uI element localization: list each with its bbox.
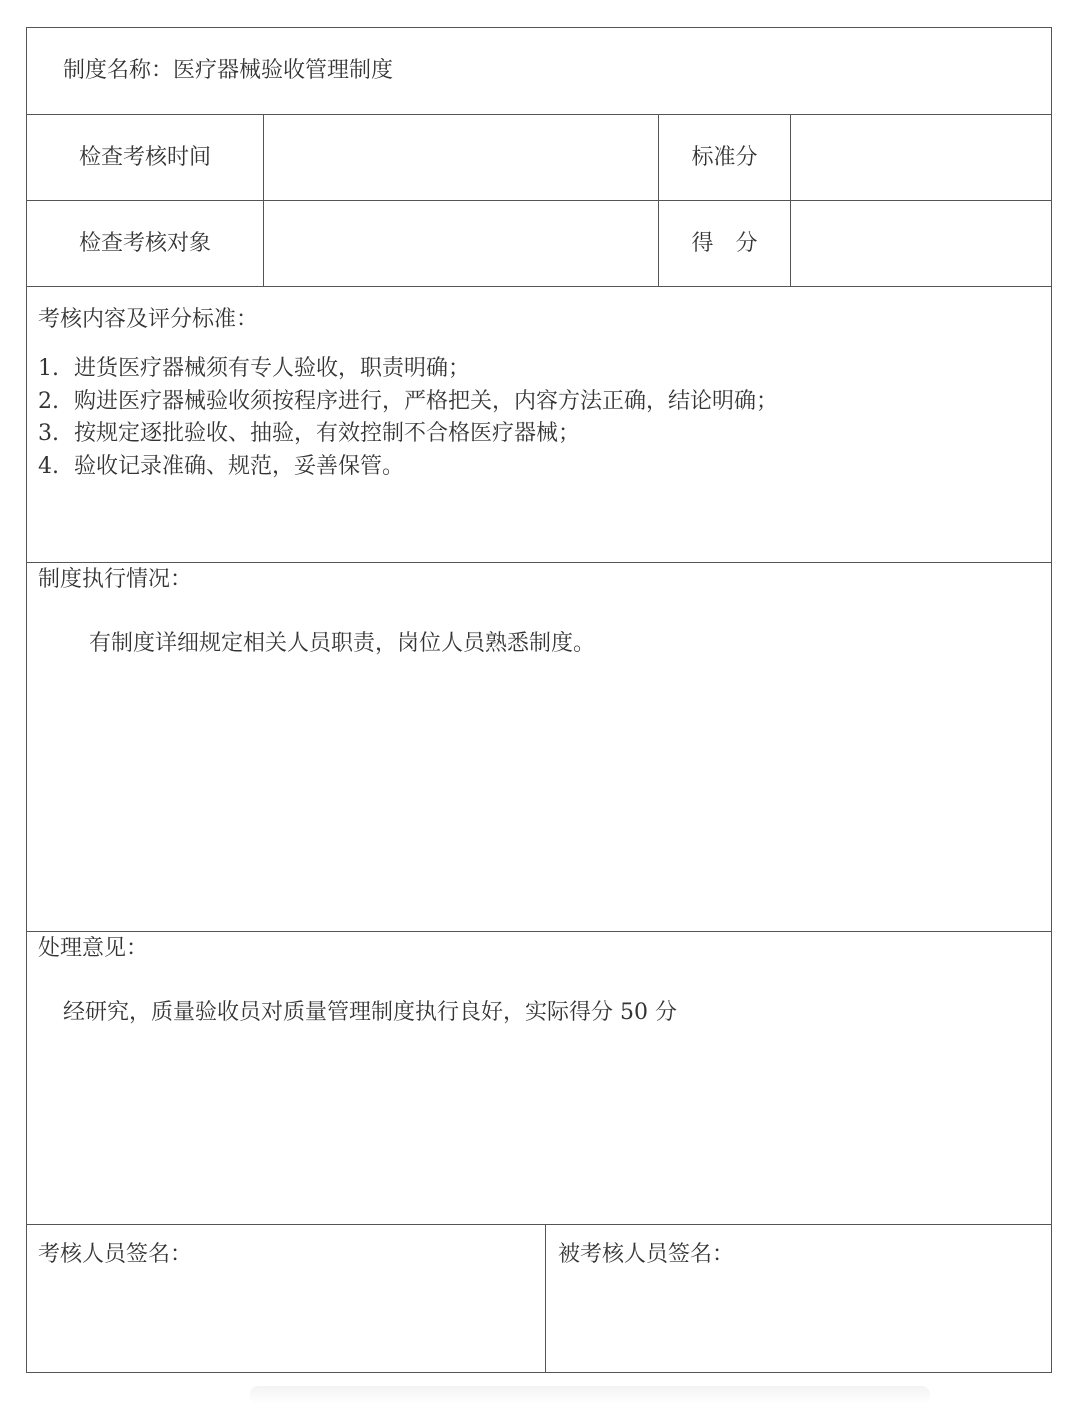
list-item — [38, 451, 778, 484]
item-text: 按规定逐批验收、抽验，有效控制不合格医疗器械； — [74, 421, 581, 446]
list-item — [38, 418, 778, 451]
criteria-section — [27, 287, 1051, 563]
standard-score-label: 标准分 — [691, 144, 758, 170]
item-text: 进货医疗器械须有专人验收，职责明确； — [74, 356, 471, 381]
score-label: 得 分 — [691, 230, 758, 256]
target-row — [27, 201, 1051, 287]
score-value-cell[interactable] — [791, 201, 1053, 286]
target-value-cell[interactable] — [264, 201, 659, 286]
list-item — [38, 353, 778, 386]
opinion-content[interactable]: 经研究，质量验收员对质量管理制度执行良好，实际得分 50 分 — [63, 1000, 677, 1025]
target-label: 检查考核对象 — [78, 230, 211, 256]
examiner-signature-label: 考核人员签名： — [38, 1242, 193, 1267]
system-name-value: 医疗器械验收管理制度 — [173, 58, 394, 83]
signature-row — [27, 1225, 1051, 1373]
time-value-cell[interactable] — [264, 115, 659, 200]
standard-score-label-cell — [659, 115, 791, 200]
score-label-cell — [659, 201, 791, 286]
target-label-cell — [27, 201, 264, 286]
system-name — [63, 55, 393, 87]
inspection-form — [26, 27, 1052, 1373]
time-row — [27, 115, 1051, 201]
execution-title: 制度执行情况： — [38, 567, 193, 592]
item-number: 2. — [38, 388, 59, 414]
opinion-section — [27, 932, 1051, 1225]
criteria-list — [38, 353, 778, 483]
item-text: 验收记录准确、规范，妥善保管。 — [74, 453, 405, 479]
execution-section — [27, 563, 1051, 932]
standard-score-value-cell[interactable] — [791, 115, 1053, 200]
item-text: 购进医疗器械验收须按程序进行，严格把关，内容方法正确，结论明确； — [74, 388, 779, 414]
list-item — [38, 386, 778, 419]
time-label-cell — [27, 115, 264, 200]
item-number: 3. — [38, 421, 59, 446]
opinion-title: 处理意见： — [38, 936, 149, 961]
execution-content[interactable]: 有制度详细规定相关人员职责，岗位人员熟悉制度。 — [89, 631, 596, 656]
criteria-title: 考核内容及评分标准： — [38, 307, 259, 332]
time-label: 检查考核时间 — [78, 144, 211, 170]
system-name-row — [27, 28, 1051, 115]
examiner-signature-cell[interactable] — [27, 1225, 546, 1373]
item-number: 1. — [38, 356, 59, 381]
examinee-signature-cell[interactable] — [546, 1225, 1053, 1373]
item-number: 4. — [38, 453, 59, 479]
system-name-label: 制度名称： — [63, 58, 174, 83]
page-shadow — [250, 1386, 930, 1404]
examinee-signature-label: 被考核人员签名： — [558, 1242, 735, 1267]
